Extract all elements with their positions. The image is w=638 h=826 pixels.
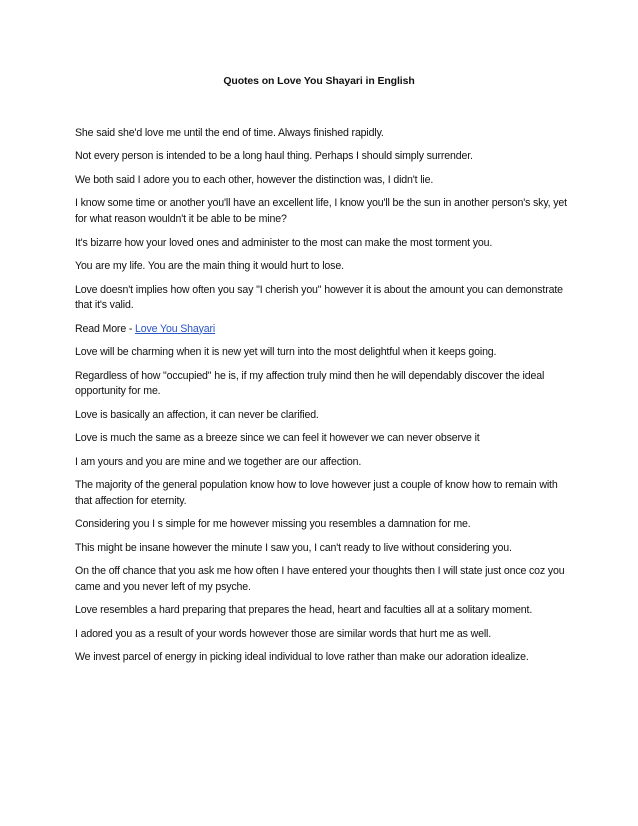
- paragraph: The majority of the general population know how to love however just a couple of know how to remain with that affection for eternity.: [75, 479, 558, 507]
- paragraph: Not every person is intended to be a long haul thing. Perhaps I should simply surrender.: [75, 150, 473, 163]
- paragraph: Love will be charming when it is new yet will turn into the most delightful when it keeps going.: [75, 346, 497, 359]
- document-title: Quotes on Love You Shayari in English: [223, 75, 415, 87]
- paragraph: She said she'd love me until the end of time. Always finished rapidly.: [75, 127, 384, 139]
- read-more-prefix: Read More -: [75, 322, 136, 335]
- paragraph: Love doesn't implies how often you say "I cherish you" however it is about the amount you can demonstrate that it's valid.: [75, 283, 563, 312]
- paragraph: Love is much the same as a breeze since we can feel it however we can never observe it: [75, 432, 480, 445]
- paragraph: I adored you as a result of your words however those are similar words that hurt me as well.: [75, 627, 492, 640]
- paragraph: Love is basically an affection, it can never be clarified.: [75, 408, 319, 421]
- paragraph: Love resembles a hard preparing that prepares the head, heart and faculties all at a solitary moment.: [75, 604, 533, 617]
- paragraph: It's bizarre how your loved ones and administer to the most can make the most torment you.: [75, 236, 493, 249]
- paragraph: You are my life. You are the main thing it would hurt to lose.: [75, 260, 344, 273]
- paragraph: This might be insane however the minute I saw you, I can't ready to live without considering you.: [75, 541, 512, 554]
- read-more-paragraph: [75, 322, 570, 338]
- paragraph: I am yours and you are mine and we together are our affection.: [75, 455, 362, 468]
- paragraph: Regardless of how "occupied" he is, if my affection truly mind then he will dependably discover the ideal opportunity for me.: [75, 369, 545, 398]
- love-you-shayari-link[interactable]: Love You Shayari: [135, 322, 216, 335]
- paragraph: We both said I adore you to each other, however the distinction was, I didn't lie.: [75, 173, 434, 186]
- paragraph: On the off chance that you ask me how often I have entered your thoughts then I will state just once coz you came and you never left of my psyche.: [75, 565, 565, 593]
- paragraph: We invest parcel of energy in picking ideal individual to love rather than make our adoration idealize.: [75, 651, 529, 664]
- paragraph: I know some time or another you'll have an excellent life, I know you'll be the sun in another person's sky, yet for what reason wouldn't it be able to be mine?: [75, 197, 567, 226]
- paragraph: Considering you I s simple for me however missing you resembles a damnation for me.: [75, 518, 471, 531]
- document-body: [75, 126, 570, 674]
